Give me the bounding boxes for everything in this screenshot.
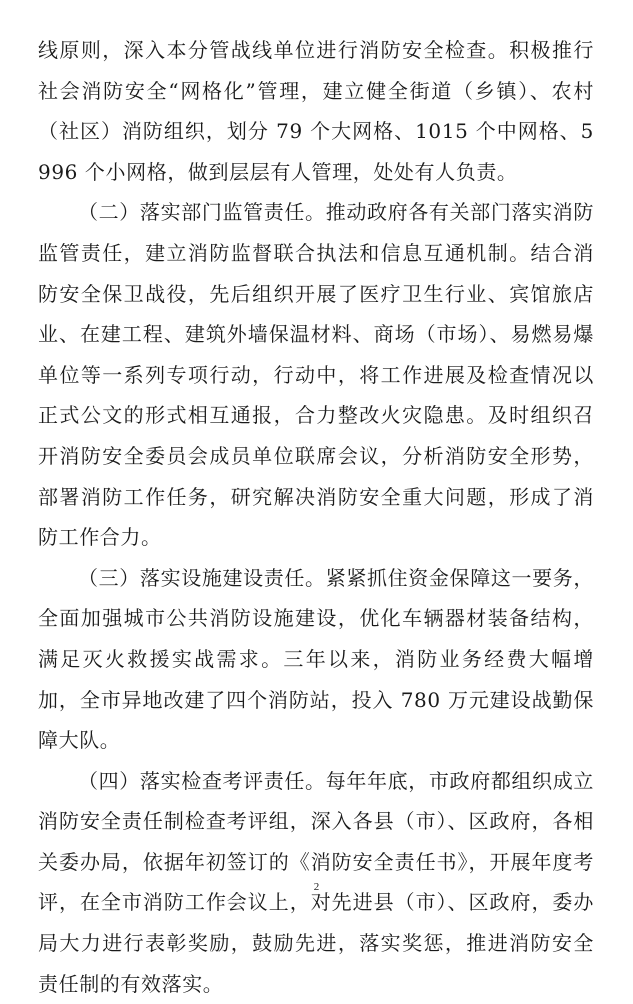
paragraph-inspection-evaluation: （四）落实检查考评责任。每年年底，市政府都组织成立消防安全责任制检查考评组，深入各县（市）、区政府，各相关委办局，依据年初签订的《消防安全责任书》，开展年度考评，在全市消防工作会议上，对先进县（市）、区政府，委办局大力进行表彰奖励，鼓励先进，落实奖惩，推进消防安全责任制的有效落实。 xyxy=(38,768,594,996)
document-body xyxy=(38,30,594,1004)
paragraph-continued: 线原则，深入本分管战线单位进行消防安全检查。积极推行社会消防安全“网格化”管理，建立健全街道（乡镇）、农村（社区）消防组织，划分 79 个大网格、1015 个中网格、5996 个小网格，做到层层有人管理，处处有人负责。 xyxy=(38,38,594,184)
page-number: 2 xyxy=(313,881,320,893)
paragraph-facility-construction: （三）落实设施建设责任。紧紧抓住资金保障这一要务，全面加强城市公共消防设施建设，优化车辆器材装备结构，满足灭火救援实战需求。三年以来，消防业务经费大幅增加，全市异地改建了四个消防站，投入 780 万元建设战勤保障大队。 xyxy=(38,565,594,753)
paragraph-department-supervision: （二）落实部门监管责任。推动政府各有关部门落实消防监管责任，建立消防监督联合执法和信息互通机制。结合消防安全保卫战役，先后组织开展了医疗卫生行业、宾馆旅店业、在建工程、建筑外墙保温材料、商场（市场）、易燃易爆单位等一系列专项行动，行动中，将工作进展及检查情况以正式公文的形式相互通报，合力整改火灾隐患。及时组织召开消防安全委员会成员单位联席会议，分析消防安全形势，部署消防工作任务，研究解决消防安全重大问题，形成了消防工作合力。 xyxy=(38,200,594,550)
